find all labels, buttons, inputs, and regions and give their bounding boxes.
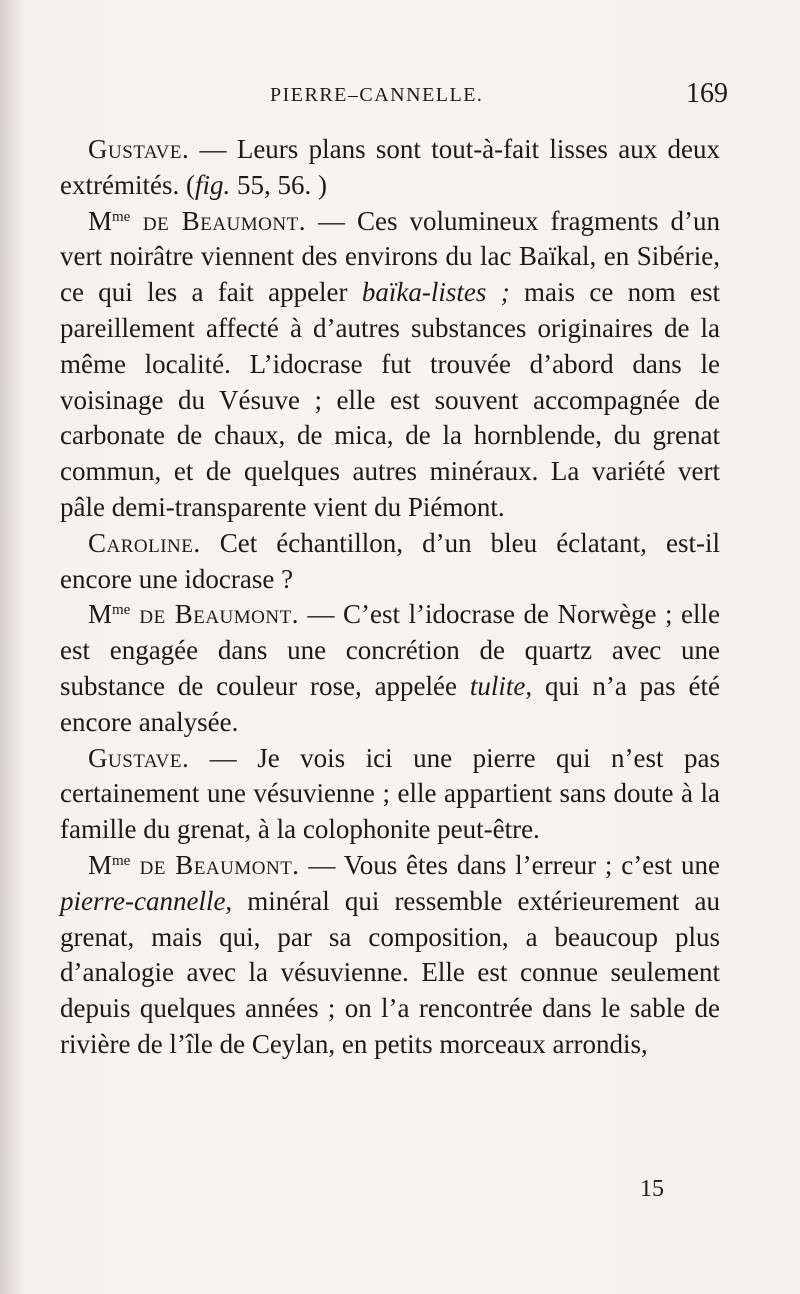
title-superscript: me <box>112 602 131 619</box>
speaker-name: Caroline. <box>88 527 201 558</box>
binding-shadow <box>0 0 24 1294</box>
title-superscript: me <box>112 208 131 225</box>
paragraph-text: Leurs plans sont tout-à-fait lisses aux deux extrémités. ( <box>60 134 720 200</box>
speaker-name: de Beaumont. <box>130 849 300 880</box>
em-dash: — <box>299 849 344 880</box>
em-dash: — <box>189 134 237 164</box>
page-body <box>60 132 720 1063</box>
paragraph-beaumont-2 <box>60 597 720 740</box>
paragraph-text: C’est l’idocrase de Norwège ; elle est engagée dans une concrétion de quartz avec une substance de couleur rose, appelée <box>60 599 721 701</box>
italic-term: pierre-cannelle, <box>60 885 233 916</box>
em-dash: — <box>189 742 258 773</box>
paragraph-beaumont-1 <box>60 204 720 526</box>
title-madame: M <box>88 599 113 630</box>
speaker-name: de Beaumont. <box>130 205 306 236</box>
title-madame: M <box>88 849 113 880</box>
paragraph-beaumont-3 <box>60 848 720 1063</box>
title-madame: M <box>88 205 113 236</box>
signature-mark: 15 <box>640 1176 664 1202</box>
paragraph-gustave-2 <box>60 741 720 848</box>
paragraph-text: Ces volumineux fragments d’un vert noirâtre viennent des environs du lac Baïkal, en Sibérie, ce qui les a fait appeler <box>60 205 721 308</box>
paragraph-text: qui n’a pas été encore analysée. <box>60 670 720 737</box>
title-superscript: me <box>112 852 131 869</box>
speaker-name: Gustave. <box>88 742 190 773</box>
speaker-name: Gustave. <box>88 134 190 164</box>
paragraph-text: Cet échantillon, d’un bleu éclatant, est-il encore une idocrase ? <box>60 527 720 594</box>
page-number: 169 <box>686 78 728 109</box>
figure-reference: fig. <box>194 169 231 200</box>
paragraph-text: mais ce nom est pareillement affecté à d’autres substances originaires de la même localité. L’idocrase fut trouvée d’abord dans le voisinage du Vésuve ; elle est souvent accompagnée de carbonate de chaux, de mica, de la hornblende, du grenat commun, et de quelques autres minéraux. La variété vert pâle demi-transparente vient du Piémont. <box>60 277 720 522</box>
running-head <box>0 80 800 120</box>
paragraph-gustave-1 <box>60 132 720 204</box>
speaker-name: de Beaumont. <box>130 599 299 630</box>
italic-term: baïka-listes ; <box>361 277 510 308</box>
em-dash: — <box>298 599 344 630</box>
paragraph-text: Vous êtes dans l’erreur ; c’est une <box>343 849 721 880</box>
italic-term: tulite, <box>469 670 533 701</box>
paragraph-caroline-1 <box>60 526 720 598</box>
paragraph-text: minéral qui ressemble extérieurement au grenat, mais qui, par sa composition, a beaucoup plus d’analogie avec la vésuvienne. Elle est connue seulement depuis quelques années ; on l’a rencontrée dans le sable de rivière de l’île de Ceylan, en petits morceaux arrondis, <box>60 885 720 1059</box>
em-dash: — <box>305 205 358 236</box>
running-head-title: PIERRE–CANNELLE. <box>270 84 484 106</box>
paragraph-text: 55, 56. ) <box>230 169 327 200</box>
paragraph-text: Je vois ici une pierre qui n’est pas certainement une vésuvienne ; elle appartient sans doute à la famille du grenat, à la colophonite peut-être. <box>60 742 720 845</box>
